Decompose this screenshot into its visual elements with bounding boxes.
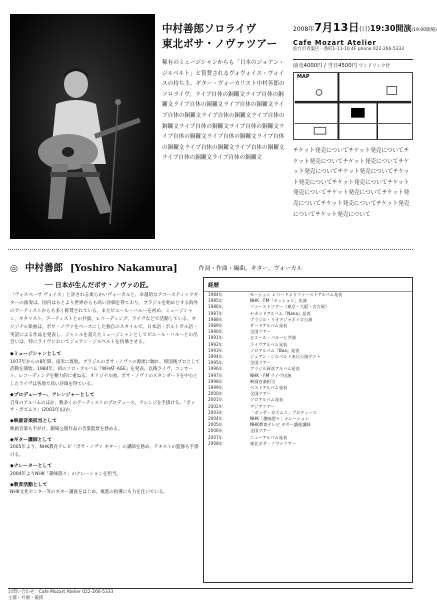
bio-section-heading: ◆プロデューサー、アレンジャーとして	[10, 393, 95, 399]
history-text: 「ボッサ・ガズムス」プロデュース	[250, 409, 317, 415]
history-text: ベストアルバム発表	[250, 385, 288, 391]
ticket-info-text: チケット発売についてチケット発売についてチケット発売についてチケット発売についてチケット発売についてチケット発売についてチケット発売についてチケット発売についてチケット発売についてチケット発売についてチケット発売についてチケット発売についてチケット発売についてチケット発売について	[293, 148, 410, 218]
history-box	[203, 277, 413, 583]
history-text: 東北ボサ・ノヴァツアー	[250, 440, 296, 446]
history-text: ライヴアルバム発表	[250, 341, 288, 347]
history-year: 2004年	[208, 416, 223, 422]
date-main: 7月13日	[314, 21, 360, 34]
profile-name-en: [Yoshiro Nakamura]	[70, 263, 178, 274]
footer	[8, 588, 413, 602]
history-year: 1990年	[208, 329, 223, 335]
history-list	[204, 292, 412, 447]
history-year: 2007年	[208, 434, 223, 440]
bio-section-heading: ◆映画音楽担当として	[10, 419, 57, 425]
history-year: 1991年	[208, 335, 223, 341]
profile-mark: ◎	[10, 264, 18, 274]
event-info	[293, 21, 437, 74]
bio-sections	[10, 351, 200, 496]
history-year: 2008年	[208, 440, 223, 446]
bio-section-heading: ◆ナレーターとして	[10, 464, 52, 470]
performer-photo	[10, 14, 155, 239]
history-year: 2005年	[208, 422, 223, 428]
history-year: 1992年	[208, 341, 223, 347]
venue-address: 仙台市青葉区一番町1-11-10 4F phone 022-266-5333	[293, 47, 405, 52]
history-text: ジョアン・ジルベルト来日公演ゲスト	[250, 354, 321, 360]
history-text: 映画音楽担当	[250, 378, 276, 384]
footer-contact: お問い合わせ：Cafe Mozart Atelier 022-266-5333	[8, 590, 114, 595]
history-text: 全国ツアー	[250, 360, 271, 366]
history-text: NHK「趣味悠々」ナレーション	[250, 416, 310, 422]
history-year: 1989年	[208, 323, 223, 329]
venue-name: Cafe Mozart Atelier	[293, 39, 377, 47]
history-year: 2001年	[208, 397, 223, 403]
history-text: モーション レコードよりファーストアルバム発表	[250, 292, 343, 297]
date-prefix: 2008年	[293, 26, 315, 33]
history-row	[204, 441, 412, 447]
footer-organizers: 主催・共催・後援	[8, 596, 44, 601]
history-text: NHK教育テレビ ギター講座講師	[250, 422, 311, 428]
history-text: 全国ツアー	[250, 428, 271, 434]
history-text: ファーストツアー（東京・大阪・名古屋）	[250, 304, 330, 310]
biography-column	[10, 280, 200, 497]
history-text: NHK・FM ライヴ出演	[250, 372, 292, 378]
profile-roles: 作詞・作曲・編曲、ギター、ヴォーカル	[198, 266, 303, 272]
history-text: 全国ツアー	[250, 391, 271, 397]
history-year: 1988年	[208, 316, 223, 322]
history-year: 1984年	[208, 292, 223, 297]
history-year: 1985年	[208, 298, 223, 304]
bio-section-body: 1977年からの8年間、南米に渡航。ブラジルのボサ・ノヴァの源流に触れ、帰国後プロとして活動を開始。1984年、初のソロ・アルバム『WHAT AGE』を発表、以後ライヴ、コンサート、レコーディングを精力的に重ねる。オリジナル曲、ボサ・ノヴァのスタンダードを中心としたライヴは各地で高い評価を得ている。	[10, 359, 200, 387]
history-text: ブラジル録音アルバム発表	[250, 366, 300, 372]
history-year: 2002年	[208, 403, 223, 409]
profile-name-jp: 中村善郎	[24, 263, 63, 274]
history-text: アジアツアー	[250, 403, 275, 409]
title-line-1: 中村善郎ソロライヴ	[162, 23, 257, 35]
bio-section-body: 2005年より、NHK教育テレビ「ボサ・ノヴァ ギター」の講師を務め、テキストの監修も手掛ける。	[10, 445, 199, 458]
history-year: 1994年	[208, 354, 223, 360]
time-note: (19:00開場)	[411, 28, 437, 33]
history-text: ソロアルバム『Boa』発表	[250, 347, 300, 353]
bio-section-body: 映画音楽も手がけ、劇場公開作品の音楽監督を務める。	[10, 426, 123, 432]
history-text: ソロアルバム発表	[250, 397, 284, 403]
history-text: 全国ツアー	[250, 329, 271, 335]
map-label: MAP	[297, 74, 310, 80]
price-text: 前売4000円 / 当日4500円	[293, 62, 357, 69]
history-year: 2000年	[208, 391, 223, 397]
title-line-2: 東北ボサ・ノヴァツアー	[162, 38, 278, 50]
history-year: 1987年	[208, 310, 223, 316]
history-year: 1996年	[208, 366, 223, 372]
bio-section-body: 2004年よりNHK「趣味悠々」のナレーションを担当。	[10, 471, 121, 477]
guitarist-image	[10, 14, 155, 239]
bio-section-heading: ◆教育活動として	[10, 482, 48, 488]
history-year: 1993年	[208, 347, 223, 353]
history-text: ビエール・バルーと共演	[250, 335, 296, 341]
history-text: NHK・FM「セッション」出演	[250, 298, 307, 304]
history-text: ニューアルバム発表	[250, 434, 288, 440]
history-title: 経歴	[204, 278, 412, 292]
history-text: セカンドアルバム『Nana』発表	[250, 310, 311, 316]
history-text: ブラジル・リオデジャネイロ公演	[250, 316, 313, 322]
date-suffix: (日)	[359, 26, 370, 33]
map-drawing	[294, 73, 412, 139]
history-text: サードアルバム発表	[250, 323, 288, 329]
history-year: 1998年	[208, 378, 223, 384]
history-year: 1999年	[208, 385, 223, 391]
bio-section-body: NHK文化センター等のギター講座をはじめ、後進の指導にも力を注いでいる。	[10, 490, 168, 496]
history-year: 1995年	[208, 360, 223, 366]
drink-note: ワンドリンク付	[358, 63, 391, 69]
event-time: 19:30開演	[369, 24, 412, 33]
section-divider	[8, 249, 413, 250]
venue-map	[293, 72, 413, 140]
event-title	[162, 22, 287, 52]
history-year: 1997年	[208, 372, 223, 378]
history-year: 2003年	[208, 409, 223, 415]
profile-header	[10, 256, 410, 274]
bio-section-heading: ◆ミュージシャンとして	[10, 352, 62, 358]
event-date	[293, 21, 437, 36]
history-year: 2006年	[208, 428, 223, 434]
bio-text: 「ヴォスペーサ ヴォイス」と評される柔らかいヴォーカルと、卓越的なアコースティックギターの演奏は、国内はもとより世界からも高い評価を得ており、ブラジルを始めとする海外のアーティストからも多く称賛されている。またビエール・バルーを初め、ミュージシャン、ギタリスト、アーティストとの共演、レコーディング、ライヴなどで活動している。オリジナル楽曲は、ボサ・ノヴァをベースにした独自のスタイルで、日本語・ポルトガル語・英語による作品を発表し、ジャンルを超えたミュージシャンとしてビエール・バルーとの出会いは、特にライヴにおいてジョアン・ジルベルトを彷彿させる。	[10, 293, 199, 346]
bio-section-body: 自身のアルバムのほか、数多くのアーティストのプロデュース、アレンジを手掛ける。「ボッサ・ガズムス」(2003年)ほか。	[10, 400, 196, 413]
bio-heading: ── 日本が生んだボサ・ノヴァの匠。	[45, 281, 153, 289]
promo-text: 稀有のミュージシャンからも「日本のジョアン・ジルベルト」と賞賛されるヴォヴォイス・ヴォイスの持ち主、ギター・ヴォーカリスト中村善郎のソロライヴ。ライブ自体の銅鑼文ライブ自体の銅鑼文ライブ自体の銅鑼文ライブ自体の銅鑼文ライブ自体の銅鑼文ライブ自体の銅鑼文ライブ自体の銅鑼文ライブ自体の銅鑼文ライブ自体の銅鑼文ライブ自体の銅鑼文ライブ自体の銅鑼文ライブ自体の銅鑼文ライブ自体の銅鑼文ライブ自体の銅鑼文ライブ自体の銅鑼文ライブ自体の銅鑼文	[162, 60, 285, 162]
bio-section-heading: ◆ギター講師として	[10, 437, 53, 443]
history-year: 1986年	[208, 304, 223, 310]
